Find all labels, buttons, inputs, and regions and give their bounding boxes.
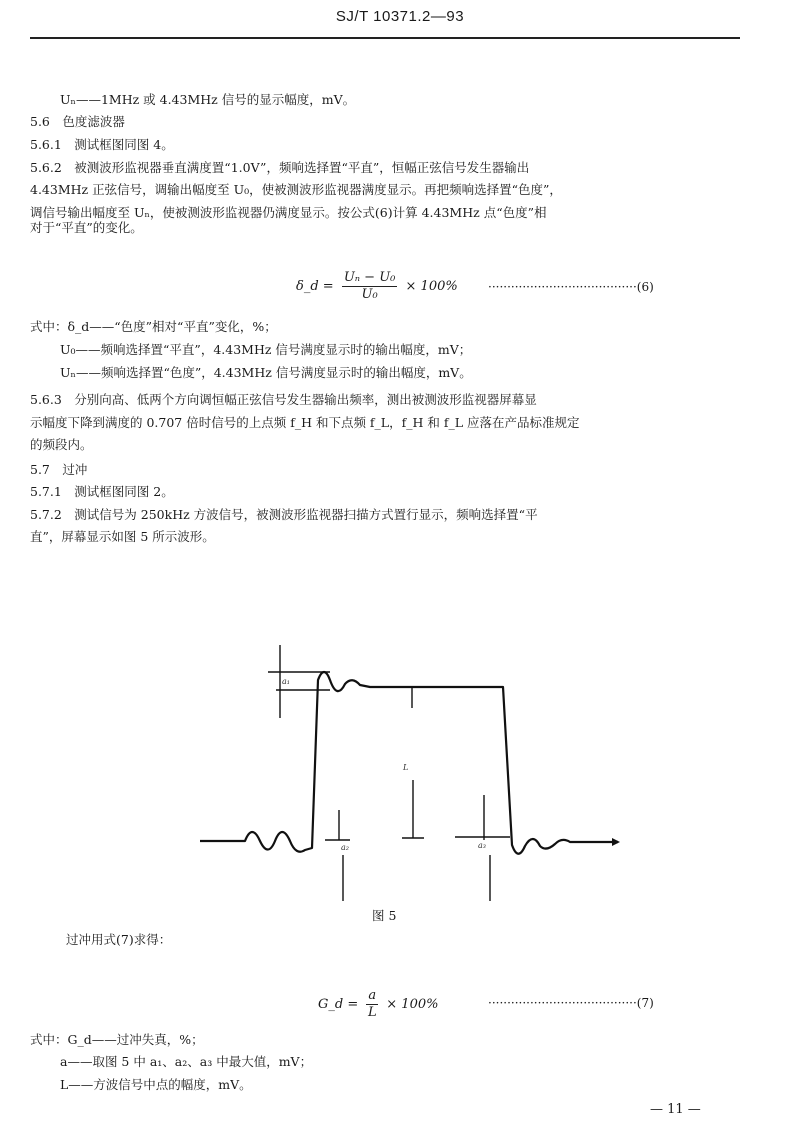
fraction <box>366 988 378 1021</box>
numerator: Uₙ − U₀ <box>343 270 396 285</box>
text-line: 5.7.2 测试信号为 250kHz 方波信号，被测波形监视器扫描方式置行显示，频响选择置“平 <box>30 507 538 522</box>
section-heading: 5.6 色度滤波器 <box>30 114 125 129</box>
text-line: a——取图 5 中 a₁、a₂、a₃ 中最大值，mV； <box>60 1054 313 1069</box>
equation-number: (7) <box>636 996 654 1010</box>
leader-dots <box>488 996 654 1010</box>
denominator: L <box>367 1005 377 1020</box>
denominator: U₀ <box>361 287 378 302</box>
label-a2: a₂ <box>341 843 349 852</box>
text-line: 5.7.1 测试框图同图 2。 <box>30 484 174 499</box>
formula-lhs: G_d = <box>318 997 359 1012</box>
text-line: 的频段内。 <box>30 437 93 452</box>
text-line: Uₙ——1MHz 或 4.43MHz 信号的显示幅度，mV。 <box>60 92 356 107</box>
numerator: a <box>368 988 377 1003</box>
formula-7 <box>318 988 438 1021</box>
page-number: — 11 — <box>650 1102 701 1117</box>
text-line: 过冲用式(7)求得： <box>66 932 172 947</box>
text-line: 对于“平直”的变化。 <box>30 220 143 235</box>
label-L: L <box>403 763 409 772</box>
arrow-head <box>612 838 620 846</box>
section-heading: 5.7 过冲 <box>30 462 88 477</box>
dots: ······································· <box>488 996 637 1010</box>
text-line: 4.43MHz 正弦信号，调输出幅度至 U₀，使被测波形监视器满度显示。再把频响选择置“色度”， <box>30 182 562 197</box>
text-line: 直”，屏幕显示如图 5 所示波形。 <box>30 529 215 544</box>
text-line: U₀——频响选择置“平直”，4.43MHz 信号满度显示时的输出幅度，mV； <box>60 342 472 357</box>
square-wave <box>200 672 618 854</box>
figure-caption: 图 5 <box>372 908 397 923</box>
formula-rhs: × 100% <box>386 997 439 1012</box>
label-a3: a₃ <box>478 841 486 850</box>
text-line: 5.6.1 测试框图同图 4。 <box>30 137 174 152</box>
text-line: 5.6.2 被测波形监视器垂直满度置“1.0V”，频响选择置“平直”，恒幅正弦信号发生器输出 <box>30 160 530 175</box>
text-line: 5.6.3 分别向高、低两个方向调恒幅正弦信号发生器输出频率，测出被测波形监视器屏幕显 <box>30 392 537 407</box>
text-line: 式中：G_d——过冲失真，%； <box>30 1032 204 1047</box>
text-line: 示幅度下降到满度的 0.707 倍时信号的上点频 f_H 和下点频 f_L，f_H 和 f_L 应落在产品标准规定 <box>30 415 580 430</box>
dots: ······································· <box>488 280 637 294</box>
L-marker <box>402 780 424 838</box>
text-line: L——方波信号中点的幅度，mV。 <box>60 1077 252 1092</box>
formula-lhs: δ_d = <box>296 279 334 294</box>
equation-number: (6) <box>636 280 654 294</box>
label-a1: a₁ <box>282 677 290 686</box>
standard-number-header: SJ/T 10371.2—93 <box>335 8 465 25</box>
text-line: 式中：δ_d——“色度”相对“平直”变化，%； <box>30 319 277 334</box>
a1-marker <box>268 645 330 718</box>
text-line: 调信号输出幅度至 Uₙ，使被测波形监视器仍满度显示。按公式(6)计算 4.43MHz 点“色度”相 <box>30 205 547 220</box>
a2-marker <box>325 810 350 901</box>
formula-rhs: × 100% <box>405 279 458 294</box>
text-line: Uₙ——频响选择置“色度”，4.43MHz 信号满度显示时的输出幅度，mV。 <box>60 365 472 380</box>
